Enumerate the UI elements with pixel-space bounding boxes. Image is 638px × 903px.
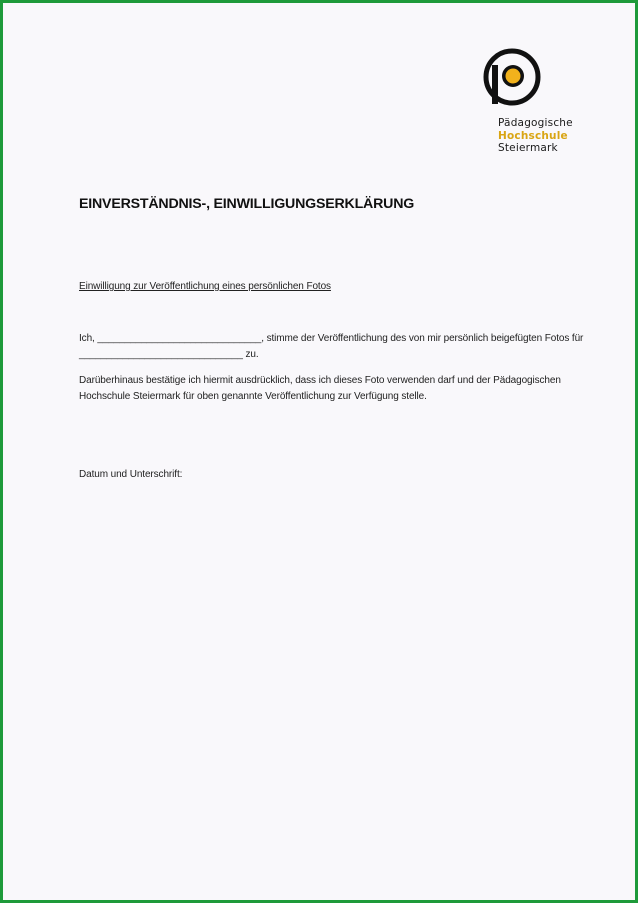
date-signature-label: Datum und Unterschrift:	[79, 469, 183, 480]
consent-line-1: Ich, ______________________________, stimme der Veröffentlichung des von mir persönlich beigefügten Fotos für	[79, 333, 584, 344]
confirmation-line-1: Darüberhinaus bestätige ich hiermit ausdrücklich, dass ich dieses Foto verwenden darf und der Pädagogischen	[79, 375, 561, 386]
logo-mark-icon	[482, 47, 542, 107]
consent-line-2: ______________________________ zu.	[79, 349, 259, 360]
logo-line-hochschule: Hochschule	[498, 129, 568, 142]
document-title: EINVERSTÄNDNIS-, EINWILLIGUNGSERKLÄRUNG	[79, 196, 415, 212]
institution-logo	[482, 47, 602, 154]
consent-paragraph	[79, 331, 584, 363]
document-subtitle: Einwilligung zur Veröffentlichung eines persönlichen Fotos	[79, 281, 331, 292]
confirmation-line-2: Hochschule Steiermark für oben genannte Veröffentlichung zur Verfügung stelle.	[79, 391, 427, 402]
logo-line-paedagogische: Pädagogische	[498, 117, 573, 129]
logo-wordmark	[498, 117, 573, 155]
confirmation-paragraph	[79, 373, 567, 405]
logo-line-steiermark: Steiermark	[498, 142, 558, 154]
